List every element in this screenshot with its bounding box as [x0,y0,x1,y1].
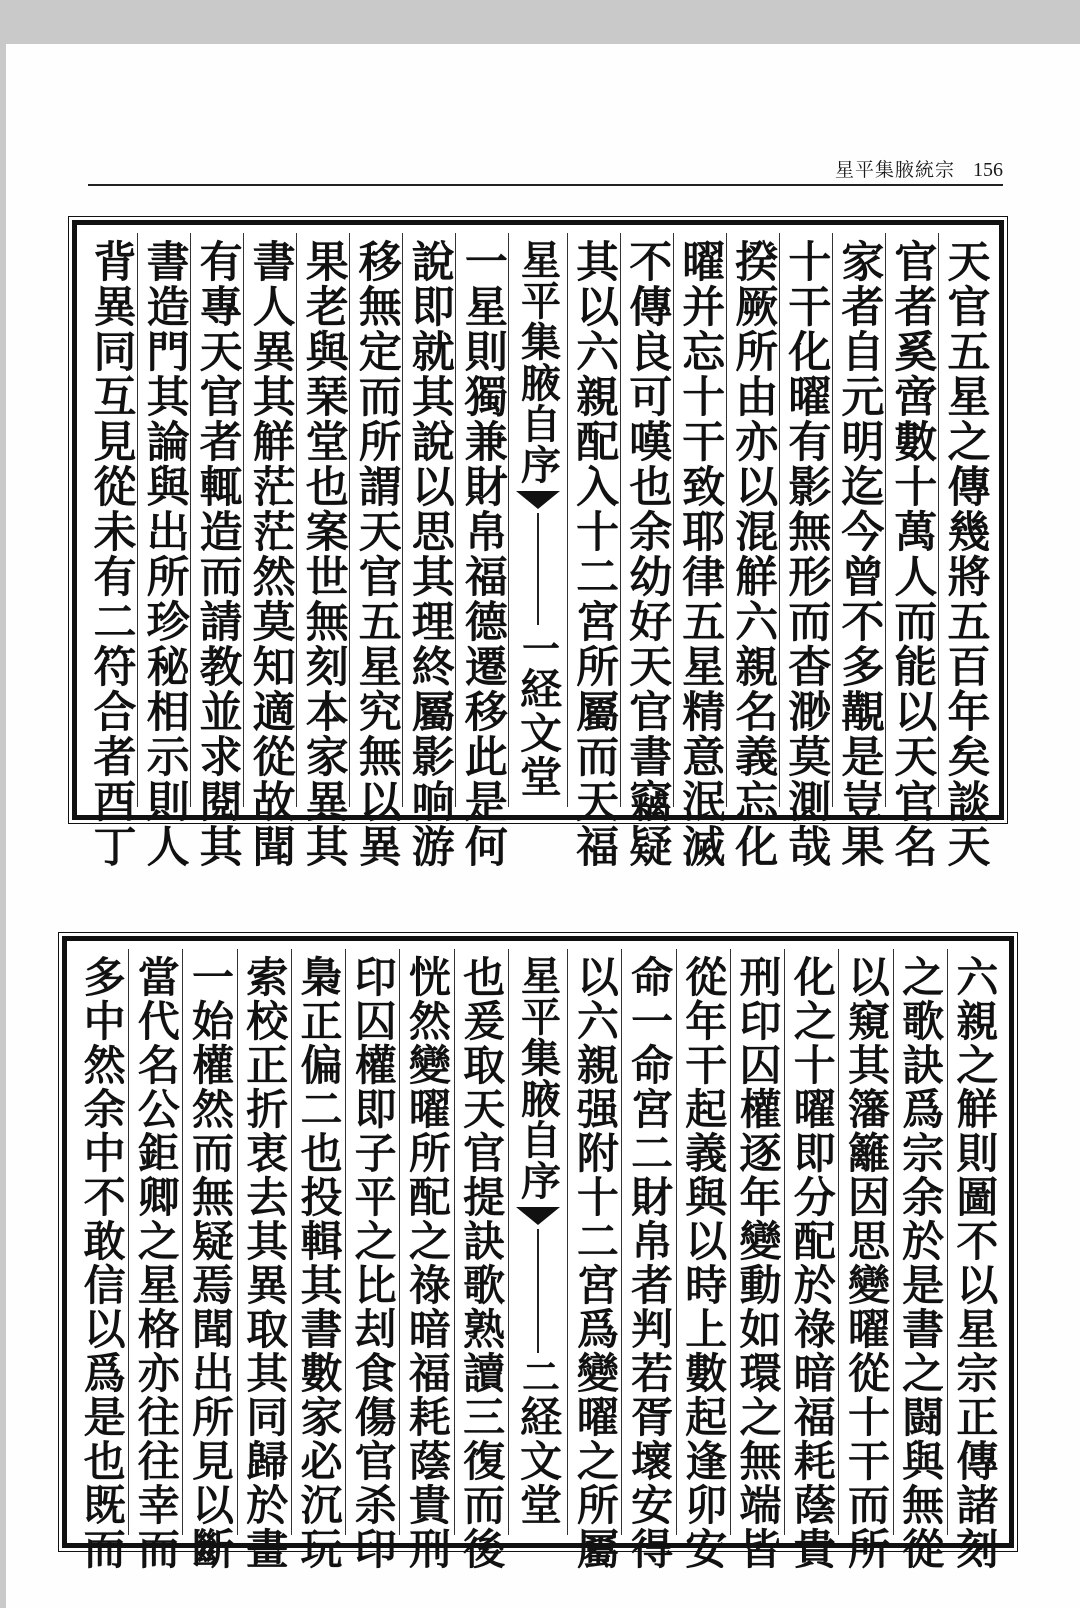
text-column: 命一命宮二財帛者判若胥壞安得 [621,949,675,1535]
leaf-number: 二 [515,1357,561,1395]
text-block-leaf-1 [72,220,1004,869]
text-column: 果老與琹堂也案世無刻本家異其 [296,233,349,807]
text-column: 當代名公鉅卿之星格亦往往幸而 [128,949,182,1535]
text-column: 之歌訣爲宗余於是書之闘與無從 [893,949,947,1535]
leaf-number: 一 [515,629,561,667]
text-column: 曜并忘十干致耶律五星精意泯滅 [673,233,726,807]
heart-title: 星平集腋自序 [514,239,562,485]
text-column: 十干化曜有影無形而杳渺莫測哉 [779,233,832,807]
text-column: 化之十曜即分配於祿暗福耗蔭貴 [784,949,838,1535]
text-column: 有專天官者輒造而請教並求閱其 [190,233,243,807]
text-column: 印囚權即子平之比刦食傷官杀印 [345,949,399,1535]
text-block-leaf-2 [62,936,1014,1571]
text-column: 說即就其說以思其理終屬影响游 [402,233,455,807]
running-header [88,156,1003,186]
text-column: 一始權然而無疑焉聞出所見以斷 [182,949,236,1535]
text-column: 多中然余中不敢信以爲是也既而 [77,955,127,1571]
text-column: 天官五星之傳幾將五百年矣談天 [938,233,991,807]
text-column: 以六親强附十二宮爲變曜之所屬 [567,949,621,1535]
text-column: 書造門其論與出所珍秘相示則人 [137,233,190,807]
book-title: 星平集腋統宗 [834,159,955,181]
heart-title: 星平集腋自序 [514,955,562,1201]
studio-name: 経文堂 [513,1395,563,1527]
block-heart-column [508,949,568,1535]
text-column: 六親之觧則圖不以星宗正傳諸刻 [947,949,1001,1535]
text-column: 揆厥所由亦以混觧六親名義忘化 [726,233,779,807]
studio-name: 経文堂 [514,667,563,799]
text-column: 其以六親配入十二宮所屬而天福 [567,233,620,807]
text-column: 恍然變曜所配之祿暗福耗蔭貴刑 [399,949,453,1535]
heart-divider [537,513,539,625]
text-column: 背異同互見從未有二符合者酉丁 [86,239,137,869]
text-column: 書人異其觧茫茫然莫知適從故聞 [243,233,296,807]
text-column: 從年干起義與以時上數起逢卯安 [676,949,730,1535]
fishtail-mark-icon [516,491,560,509]
text-column: 移無定而所謂天官五星究無以異 [349,233,402,807]
text-column: 以窺其籓籬因思變曜從十干而所 [838,949,892,1535]
block-heart-column [508,233,566,807]
text-column: 官者奚啻數十萬人而能以天官名 [885,233,938,807]
text-column: 一星則獨兼財帛福德遷移此是何 [455,233,508,807]
text-column: 也爰取天官提訣歌熟讀三復而後 [454,949,508,1535]
heart-divider [537,1229,539,1353]
text-column: 不傳良可嘆也余幼好天官書竊疑 [620,233,673,807]
page-number: 156 [973,159,1003,181]
text-column: 索校正折衷去其異取其同歸於畫 [237,949,291,1535]
text-column: 刑印囚權逐年變動如環之無端皆 [730,949,784,1535]
text-column: 梟正偏二也投輯其書數家必沉玩 [291,949,345,1535]
text-column: 家者自元明迄今曾不多覯是豈果 [832,233,885,807]
fishtail-mark-icon [516,1207,560,1225]
